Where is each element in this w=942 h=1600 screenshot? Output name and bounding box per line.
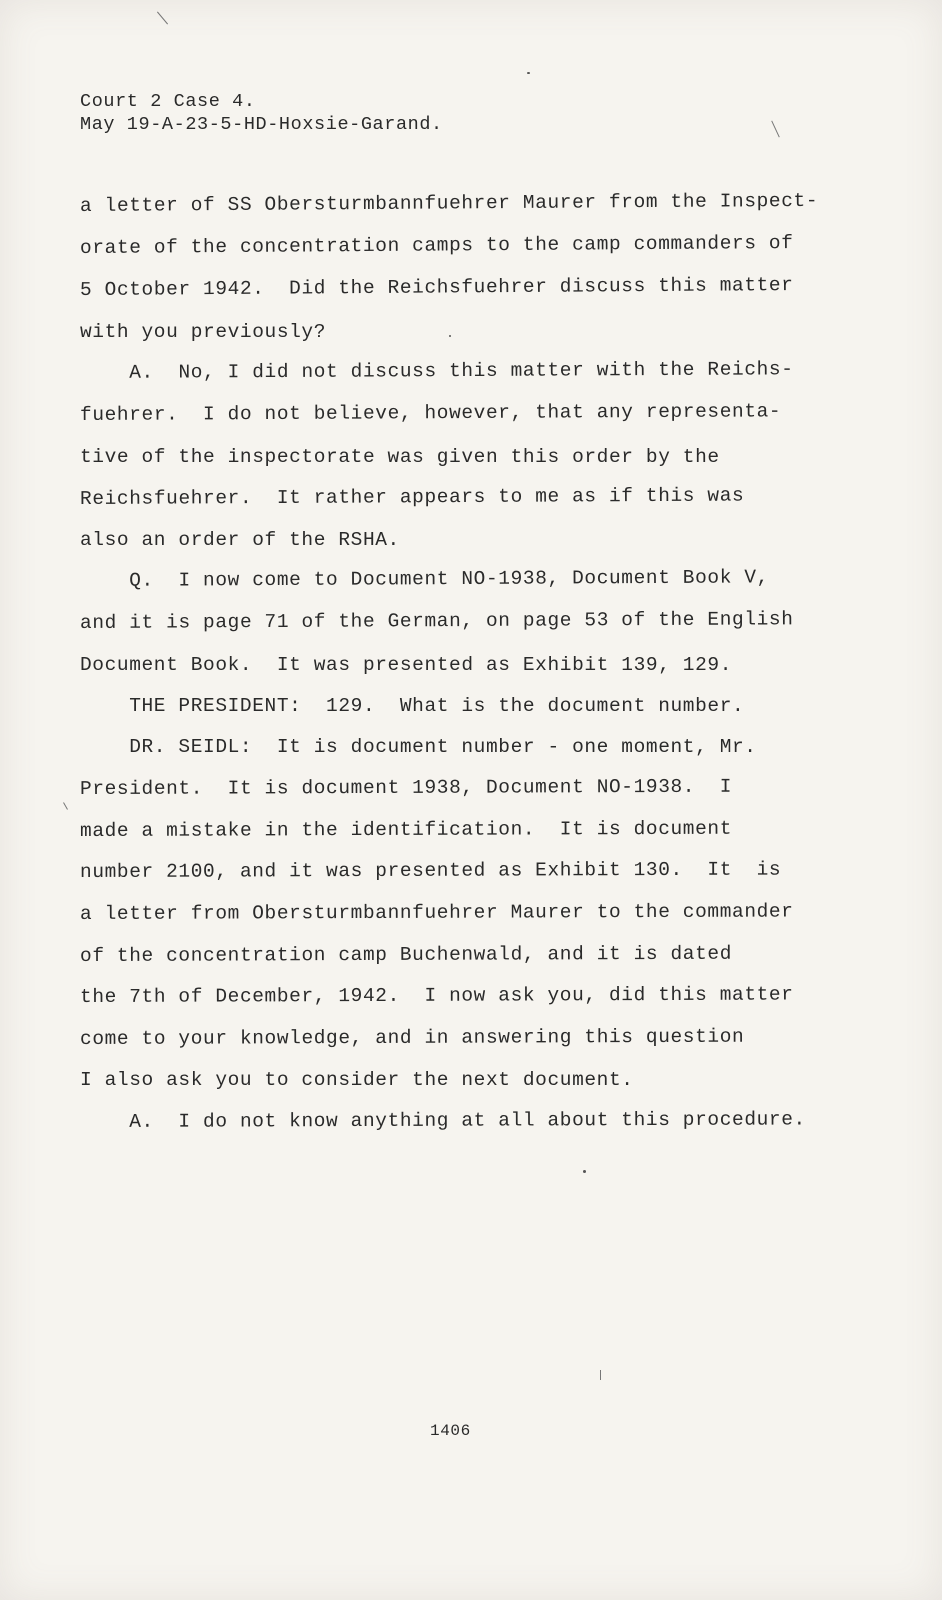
scan-mark xyxy=(63,802,68,809)
transcript-line: tive of the inspectorate was given this order by the xyxy=(80,446,720,468)
transcript-line: A. No, I did not discuss this matter with the Reichs- xyxy=(79,358,794,384)
page-number: 1406 xyxy=(430,1422,471,1440)
transcript-line: come to your knowledge, and in answering this question xyxy=(79,1025,745,1050)
transcript-line: I also ask you to consider the next document. xyxy=(80,1069,634,1091)
transcript-line: a letter from Obersturmbannfuehrer Maurer to the commander xyxy=(79,900,794,925)
transcript-line: A. I do not know anything at all about this procedure. xyxy=(79,1108,806,1133)
transcript-line: number 2100, and it was presented as Exhibit 130. It is xyxy=(79,858,782,883)
transcript-line: Reichsfuehrer. It rather appears to me as if this was xyxy=(79,484,745,510)
transcript-line: also an order of the RSHA. xyxy=(80,529,400,551)
transcript-line: a letter of SS Obersturmbannfuehrer Maurer from the Inspect- xyxy=(79,189,819,217)
transcript-line: and it is page 71 of the German, on page 53 of the English xyxy=(79,608,794,634)
case-header-line: Court 2 Case 4. xyxy=(80,91,256,112)
transcript-line: with you previously? xyxy=(80,321,327,343)
case-reference-line: May 19-A-23-5-HD-Hoxsie-Garand. xyxy=(80,114,443,135)
transcript-line: Q. I now come to Document NO-1938, Document Book V, xyxy=(79,566,769,592)
transcript-line: fuehrer. I do not believe, however, that any representa- xyxy=(79,400,782,426)
scan-mark xyxy=(771,121,780,138)
scan-mark xyxy=(157,12,168,25)
transcript-line: made a mistake in the identification. It is document xyxy=(79,817,733,842)
scan-speck xyxy=(449,335,451,337)
transcript-line: DR. SEIDL: It is document number - one moment, Mr. xyxy=(80,736,757,758)
transcript-line: President. It is document 1938, Document NO-1938. I xyxy=(79,775,733,800)
scan-mark xyxy=(600,1370,601,1380)
transcript-line: Document Book. It was presented as Exhibit 139, 129. xyxy=(80,654,733,676)
transcript-line: the 7th of December, 1942. I now ask you, did this matter xyxy=(79,983,794,1008)
transcript-line: orate of the concentration camps to the camp commanders of xyxy=(79,232,794,259)
scan-speck xyxy=(583,1170,586,1173)
transcript-line: 5 October 1942. Did the Reichsfuehrer discuss this matter xyxy=(79,274,794,301)
transcript-line: THE PRESIDENT: 129. What is the document number. xyxy=(80,695,745,717)
scan-speck xyxy=(527,72,530,74)
transcript-line: of the concentration camp Buchenwald, and it is dated xyxy=(79,942,733,967)
